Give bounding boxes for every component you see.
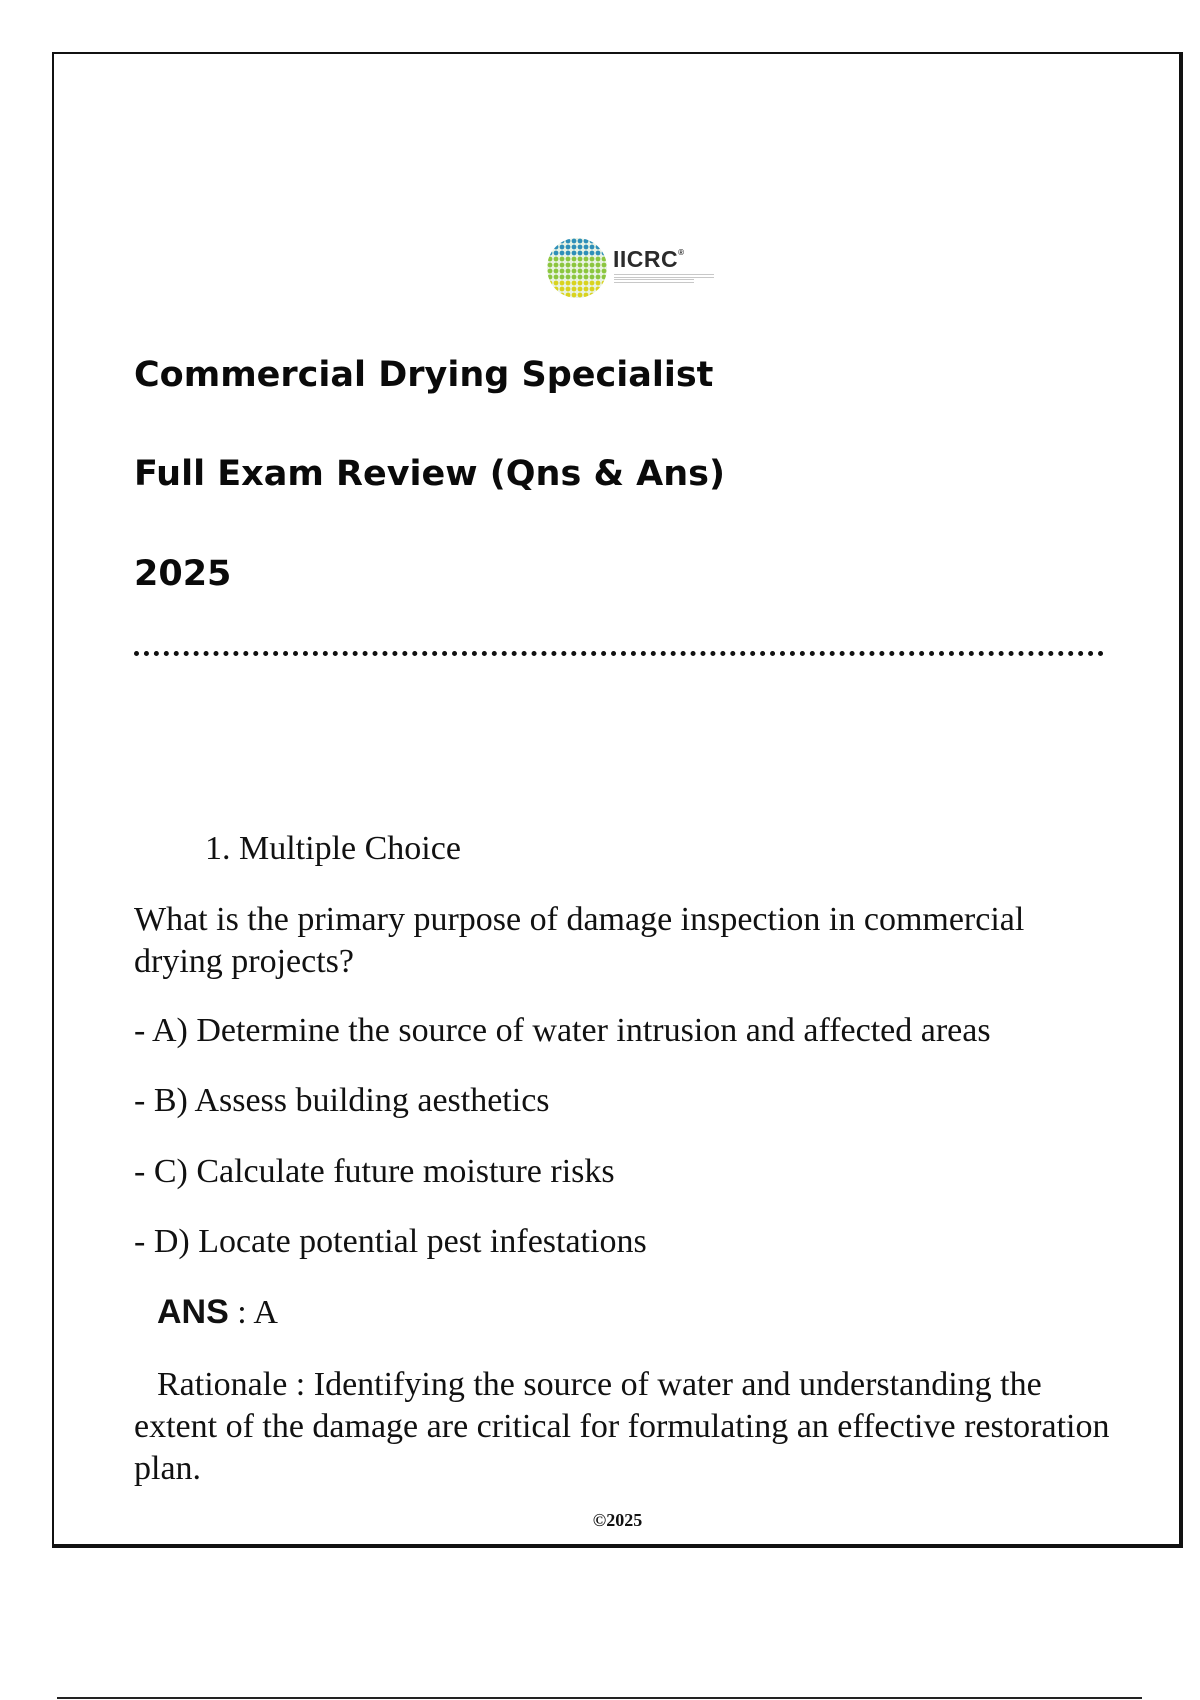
logo-tagline [614, 274, 714, 278]
globe-dot [584, 293, 589, 298]
globe-dot [590, 251, 595, 256]
globe-dot [578, 269, 583, 274]
globe-dot [554, 257, 559, 262]
question-type: 1. Multiple Choice [205, 830, 461, 867]
globe-dot [554, 281, 559, 286]
globe-dot [566, 269, 571, 274]
answer-value: : A [228, 1294, 278, 1331]
globe-dot [572, 293, 577, 298]
globe-dot [560, 281, 565, 286]
globe-dot [554, 269, 559, 274]
globe-dot [548, 281, 553, 286]
globe-dot [596, 251, 601, 256]
globe-dot [572, 239, 577, 244]
globe-dot [554, 275, 559, 280]
globe-dot [584, 263, 589, 268]
rationale-text: : Identifying the source of water and understanding the extent of the damage are critical for formulating an effective restoration plan. [134, 1366, 1110, 1487]
globe-dot [572, 275, 577, 280]
logo-tagline-2 [614, 279, 694, 283]
globe-dot [596, 245, 601, 250]
globe-dot [566, 251, 571, 256]
globe-dot [596, 269, 601, 274]
globe-dot [566, 275, 571, 280]
globe-dot [596, 287, 601, 292]
option-d: - D) Locate potential pest infestations [134, 1223, 647, 1260]
option-a: - A) Determine the source of water intrusion and affected areas [134, 1012, 991, 1049]
globe-dot [554, 263, 559, 268]
globe-dot [572, 281, 577, 286]
copyright: ©2025 [592, 1510, 643, 1530]
globe-dot [584, 269, 589, 274]
globe-dot [578, 287, 583, 292]
globe-dot [602, 275, 607, 280]
globe-dot [578, 275, 583, 280]
globe-dot [548, 257, 553, 262]
globe-dot [602, 269, 607, 274]
bottom-rule [57, 1697, 1142, 1699]
answer [157, 1293, 278, 1332]
document-title: Commercial Drying Specialist [134, 355, 714, 395]
globe-dot [590, 269, 595, 274]
rationale [134, 1364, 1114, 1490]
globe-dot [560, 239, 565, 244]
globe-dot [566, 287, 571, 292]
rationale-label: Rationale [157, 1366, 288, 1403]
globe-dot [578, 245, 583, 250]
iicrc-logo [545, 236, 715, 300]
globe-dot [596, 281, 601, 286]
globe-dot [590, 287, 595, 292]
globe-dot [578, 239, 583, 244]
globe-dot [572, 269, 577, 274]
globe-dot [584, 287, 589, 292]
globe-dot [566, 263, 571, 268]
globe-dot [560, 287, 565, 292]
globe-dot [584, 251, 589, 256]
globe-dot [548, 251, 553, 256]
globe-dot [596, 257, 601, 262]
globe-dot [548, 263, 553, 268]
globe-dot [584, 239, 589, 244]
globe-dot [566, 257, 571, 262]
option-b: - B) Assess building aesthetics [134, 1082, 550, 1119]
globe-dot [572, 245, 577, 250]
globe-dot [572, 251, 577, 256]
globe-dot [578, 293, 583, 298]
globe-dot [566, 281, 571, 286]
globe-dot [560, 293, 565, 298]
globe-dot [560, 245, 565, 250]
globe-dot [596, 275, 601, 280]
globe-dot [566, 245, 571, 250]
globe-dot [560, 269, 565, 274]
globe-dot [590, 263, 595, 268]
globe-dot [584, 281, 589, 286]
logo-text: IICRC® [613, 246, 685, 272]
globe-dot [560, 263, 565, 268]
globe-dot [554, 251, 559, 256]
globe-dot [602, 251, 607, 256]
globe-icon [545, 236, 609, 300]
globe-dot [590, 293, 595, 298]
globe-dot [596, 263, 601, 268]
question-text: What is the primary purpose of damage inspection in commercial drying projects? [134, 901, 1025, 980]
globe-dot [572, 287, 577, 292]
globe-dot [578, 263, 583, 268]
dotted-divider [134, 651, 1104, 656]
globe-dot [578, 281, 583, 286]
globe-dot [584, 275, 589, 280]
globe-dot [554, 245, 559, 250]
globe-dot [578, 251, 583, 256]
globe-dot [590, 239, 595, 244]
globe-dot [560, 257, 565, 262]
globe-dot [572, 257, 577, 262]
globe-dot [566, 293, 571, 298]
globe-dot [602, 281, 607, 286]
globe-dot [548, 275, 553, 280]
globe-dot [572, 263, 577, 268]
answer-label: ANS [157, 1293, 229, 1331]
globe-dot [602, 257, 607, 262]
globe-dot [548, 269, 553, 274]
globe-dot [590, 245, 595, 250]
globe-dot [584, 245, 589, 250]
option-c: - C) Calculate future moisture risks [134, 1153, 615, 1190]
globe-dot [602, 263, 607, 268]
globe-dot [590, 257, 595, 262]
globe-dot [560, 251, 565, 256]
globe-dot [590, 275, 595, 280]
globe-dot [554, 287, 559, 292]
globe-dot [584, 257, 589, 262]
globe-dot [560, 275, 565, 280]
globe-dot [578, 257, 583, 262]
globe-dot [590, 281, 595, 286]
globe-dot [566, 239, 571, 244]
document-subtitle: Full Exam Review (Qns & Ans) [134, 454, 726, 494]
document-year: 2025 [134, 554, 232, 594]
